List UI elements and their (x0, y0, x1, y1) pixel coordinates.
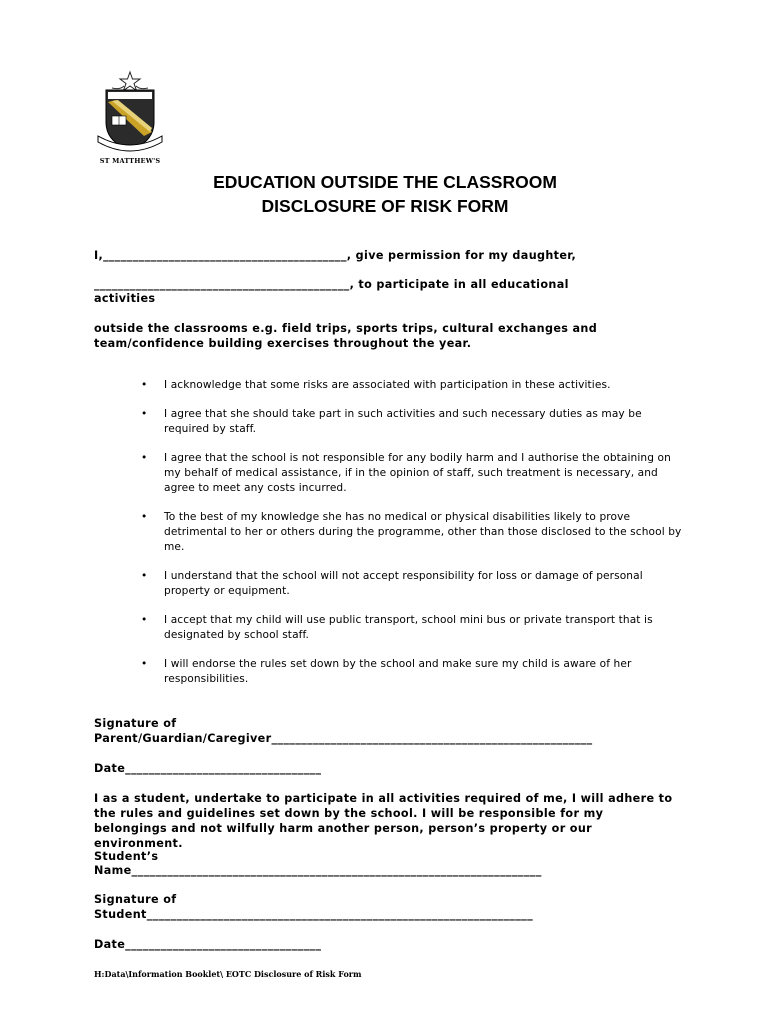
bullet-icon: • (141, 511, 148, 523)
list-item: • I accept that my child will use public transport, school mini bus or private transport that is designated by school staff. (141, 614, 653, 641)
form-title-line1: EDUCATION OUTSIDE THE CLASSROOM (213, 172, 557, 192)
bullet-icon: • (141, 379, 148, 391)
list-item: • I acknowledge that some risks are associated with participation in these activities. (141, 379, 611, 391)
footer-file-path: H:Data\Information Booklet\ EOTC Disclosure of Risk Form (94, 969, 362, 979)
intro-activities-word: activities (94, 292, 156, 305)
list-item: • I understand that the school will not accept responsibility for loss or damage of personal property or equipment. (141, 570, 643, 597)
list-item: • I agree that the school is not responsible for any bodily harm and I authorise the obtaining on my behalf of medical assistance, if in the opinion of staff, such treatment is necessary, and agree to meet any costs incurred. (141, 452, 671, 494)
student-name-label: Student’s (94, 850, 159, 863)
bullet-icon: • (141, 614, 148, 626)
student-name-field[interactable]: Name_____________________________________________________________________ (94, 864, 542, 877)
intro-paragraph: outside the classrooms e.g. field trips, sports trips, cultural exchanges and team/confidence building exercises throughout the year. (94, 322, 598, 350)
parent-date-field[interactable]: Date_________________________________ (94, 762, 322, 775)
bullet-icon: • (141, 658, 148, 670)
student-date-field[interactable]: Date_________________________________ (94, 938, 322, 951)
parent-name-line[interactable]: I,_________________________________________, give permission for my daughter, (94, 249, 577, 262)
student-signature-label: Signature of (94, 893, 177, 906)
school-caption: ST MATTHEW'S (99, 157, 161, 165)
form-title-line2: DISCLOSURE OF RISK FORM (261, 196, 509, 216)
bullet-icon: • (141, 408, 148, 420)
bullet-icon: • (141, 570, 148, 582)
list-item: • I will endorse the rules set down by the school and make sure my child is aware of her responsibilities. (141, 658, 632, 685)
student-statement: I as a student, undertake to participate in all activities required of me, I will adhere to the rules and guidelines set down by the school. I will be responsible for my belongings and not wilfully harm another person, person’s property or our environment. (94, 792, 673, 850)
student-signature-field[interactable]: Student_________________________________________________________________ (94, 908, 534, 921)
parent-signature-label: Signature of (94, 717, 177, 730)
list-item: • I agree that she should take part in such activities and such necessary duties as may be required by staff. (141, 408, 642, 435)
acknowledgement-list (94, 378, 684, 687)
parent-signature-field[interactable]: Parent/Guardian/Caregiver______________________________________________________ (94, 732, 593, 745)
daughter-name-line[interactable]: ___________________________________________, to participate in all educational (94, 278, 569, 291)
bullet-icon: • (141, 452, 148, 464)
school-crest-logo (92, 70, 168, 170)
list-item: • To the best of my knowledge she has no medical or physical disabilities likely to prove detrimental to her or others during the programme, other than those disclosed to the school by me. (141, 511, 682, 553)
